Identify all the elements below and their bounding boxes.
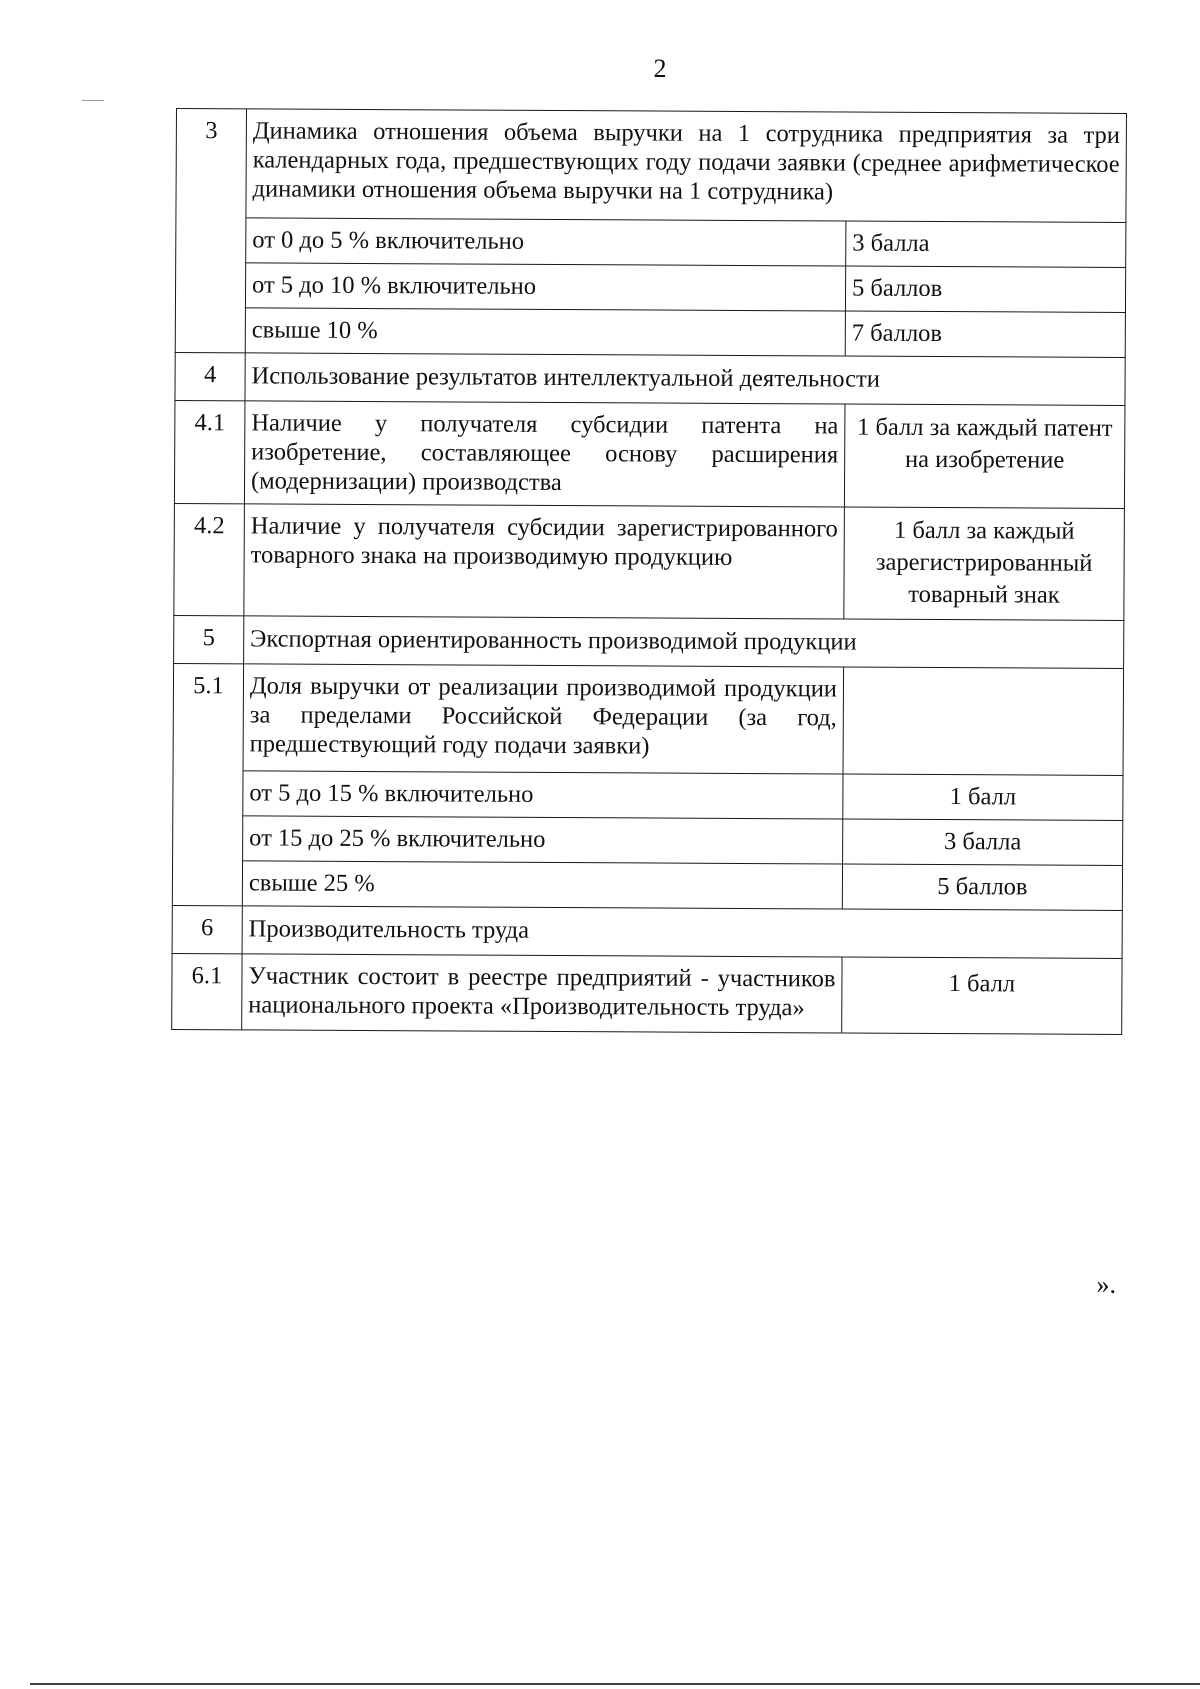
criterion-text: Наличие у получателя субсидии патента на изобретение, составляющее основу расширения (модернизации) производства [244, 401, 845, 507]
criterion-number: 3 [175, 109, 246, 353]
criterion-number: 4.2 [174, 503, 245, 615]
table-row [175, 263, 1125, 313]
table-row [174, 615, 1124, 668]
table-row [176, 109, 1127, 223]
criterion-text: Экспортная ориентированность производимой продукции [244, 616, 1124, 669]
criterion-number: 5 [174, 615, 244, 663]
points-value [843, 667, 1124, 775]
table-row [173, 663, 1124, 775]
range-text: от 15 до 25 % включительно [243, 816, 843, 864]
criterion-text: Наличие у получателя субсидии зарегистрированного товарного знака на производимую продукцию [244, 504, 845, 619]
page-number: 2 [653, 54, 667, 83]
criteria-table [171, 108, 1127, 1035]
range-text: свыше 10 % [245, 308, 845, 356]
points-value: 5 баллов [842, 864, 1122, 910]
points-value: 1 балл за каждый патент на изобретение [844, 404, 1125, 508]
table-row [172, 953, 1122, 1034]
table-row [173, 815, 1123, 865]
criterion-text: Участник состоит в реестре предприятий - участников национального проекта «Производительность труда» [242, 954, 842, 1033]
criterion-number: 6 [172, 905, 242, 953]
criterion-number: 4.1 [174, 400, 245, 503]
table-row [175, 352, 1125, 405]
closing-quote: ». [1096, 1270, 1116, 1299]
points-value: 1 балл за каждый зарегистрированный товарный знак [844, 507, 1125, 620]
criteria-table-wrapper [171, 108, 1126, 1035]
criterion-text: Использование результатов интеллектуальной деятельности [245, 353, 1125, 406]
criterion-text: Доля выручки от реализации производимой продукции за пределами Российской Федерации (за год, предшествующий году подачи заявки) [243, 664, 844, 774]
criterion-number: 6.1 [172, 953, 242, 1029]
criterion-text: Динамика отношения объема выручки на 1 сотрудника предприятия за три календарных года, предшествующих году подачи заявки (среднее арифметическое динамики отношения объема выручки на 1 сотрудника) [246, 109, 1127, 223]
points-value: 7 баллов [845, 311, 1125, 357]
range-text: от 0 до 5 % включительно [246, 218, 846, 266]
range-text: от 5 до 10 % включительно [245, 263, 845, 311]
points-value: 5 баллов [845, 266, 1125, 312]
points-value: 3 балла [843, 819, 1123, 865]
table-row [174, 400, 1125, 508]
table-row [172, 860, 1122, 910]
criterion-text: Производительность труда [242, 906, 1122, 959]
range-text: свыше 25 % [242, 861, 842, 909]
range-text: от 5 до 15 % включительно [243, 771, 843, 819]
margin-mark [82, 100, 104, 101]
points-value: 3 балла [846, 221, 1126, 267]
points-value: 1 балл [842, 957, 1122, 1034]
criterion-number: 5.1 [172, 663, 243, 905]
table-row [172, 905, 1122, 958]
table-row [175, 307, 1125, 357]
table-row [174, 503, 1125, 620]
bottom-scan-edge [30, 1683, 1200, 1685]
table-row [176, 218, 1126, 268]
points-value: 1 балл [843, 774, 1123, 820]
table-row [173, 770, 1123, 820]
criterion-number: 4 [175, 352, 245, 400]
